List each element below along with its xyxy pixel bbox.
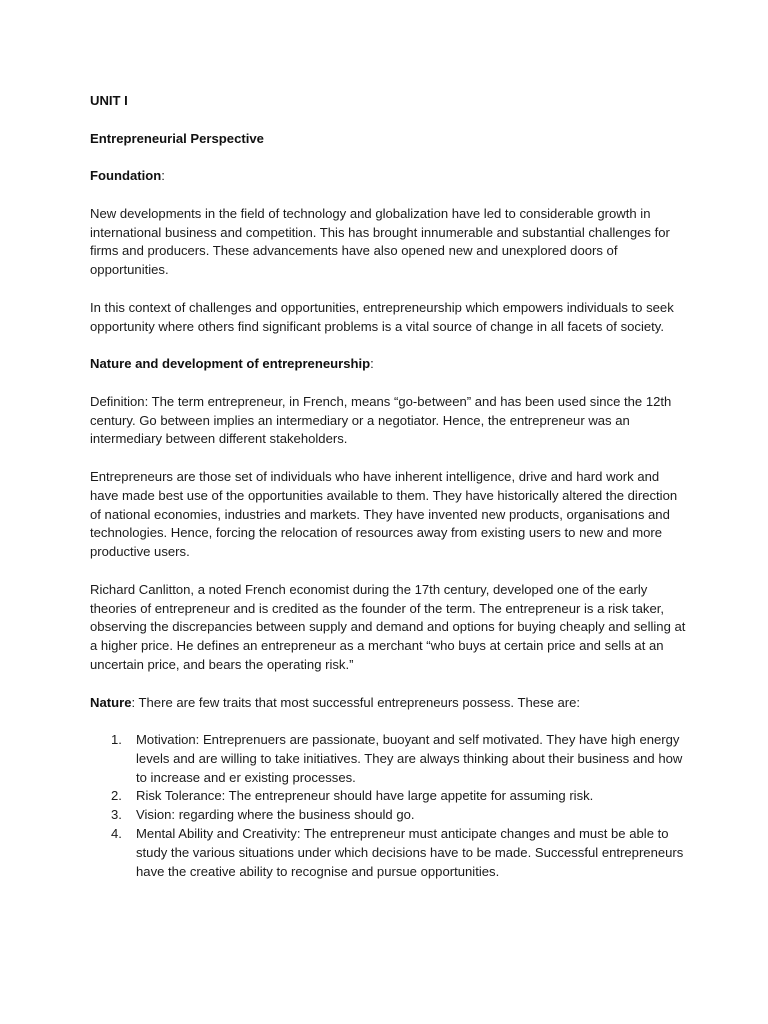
list-item xyxy=(90,806,690,825)
foundation-heading-line xyxy=(90,167,690,186)
traits-list xyxy=(90,731,690,881)
nature-development-heading-colon: : xyxy=(370,356,374,372)
list-item-text: Vision: regarding where the business should go. xyxy=(136,807,415,823)
foundation-heading-colon: : xyxy=(161,168,165,184)
list-item-number: 4. xyxy=(111,826,122,842)
list-item xyxy=(90,825,690,881)
list-item-number: 2. xyxy=(111,788,122,804)
document-body xyxy=(90,92,690,881)
nature-label: Nature xyxy=(90,694,132,710)
nature-intro: : There are few traits that most successful entrepreneurs possess. These are: xyxy=(131,694,581,710)
list-item-text: Risk Tolerance: The entrepreneur should have large appetite for assuming risk. xyxy=(136,788,594,804)
section-title: Entrepreneurial Perspective xyxy=(90,130,264,146)
list-item-number: 3. xyxy=(111,807,122,823)
foundation-paragraph-2: In this context of challenges and opportunities, entrepreneurship which empowers individuals to seek opportunity where others find significant problems is a vital source of change in all facets of society. xyxy=(90,299,674,334)
canlitton-paragraph: Richard Canlitton, a noted French economist during the 17th century, developed one of the early theories of entrepreneur and is credited as the founder of the term. The entrepreneur is a risk taker, observing the discrepancies between supply and demand and options for buying cheaply and selling at a higher price. He defines an entrepreneur as a merchant “who buys at certain price and sells at an uncertain price, and bears the operating risk.” xyxy=(90,581,686,672)
list-item-text: Mental Ability and Creativity: The entrepreneur must anticipate changes and must be able to study the various situations under which decisions have to be made. Successful entrepreneurs have the creative ability to recognise and pursue opportunities. xyxy=(136,826,684,879)
entrepreneurs-paragraph: Entrepreneurs are those set of individuals who have inherent intelligence, drive and hard work and have made best use of the opportunities available to them. They have historically altered the direction of national economies, industries and markets. They have invented new products, organisations and technologies. Hence, forcing the relocation of resources away from existing users to new and more productive users. xyxy=(90,468,678,560)
foundation-heading: Foundation xyxy=(90,168,162,184)
nature-development-heading: Nature and development of entrepreneurship xyxy=(90,356,371,372)
unit-title: UNIT I xyxy=(90,93,128,108)
foundation-paragraph-1: New developments in the field of technology and globalization have led to considerable growth in international business and competition. This has brought innumerable and substantial challenges for firms and producers. These advancements have also opened new and unexplored doors of opportunities. xyxy=(90,205,670,278)
list-item xyxy=(90,787,690,806)
list-item xyxy=(90,731,690,787)
list-item-text: Motivation: Entreprenuers are passionate, buoyant and self motivated. They have high energy levels and are willing to take initiatives. They are always thinking about their business and how to increase and er existing processes. xyxy=(136,732,683,785)
nature-development-heading-line xyxy=(90,355,690,374)
list-item-number: 1. xyxy=(111,732,122,748)
definition-paragraph: Definition: The term entrepreneur, in French, means “go-between” and has been used since the 12th century. Go between implies an intermediary or a negotiator. Hence, the entrepreneur was an intermediary between different stakeholders. xyxy=(90,393,672,447)
nature-intro-line xyxy=(90,694,690,713)
